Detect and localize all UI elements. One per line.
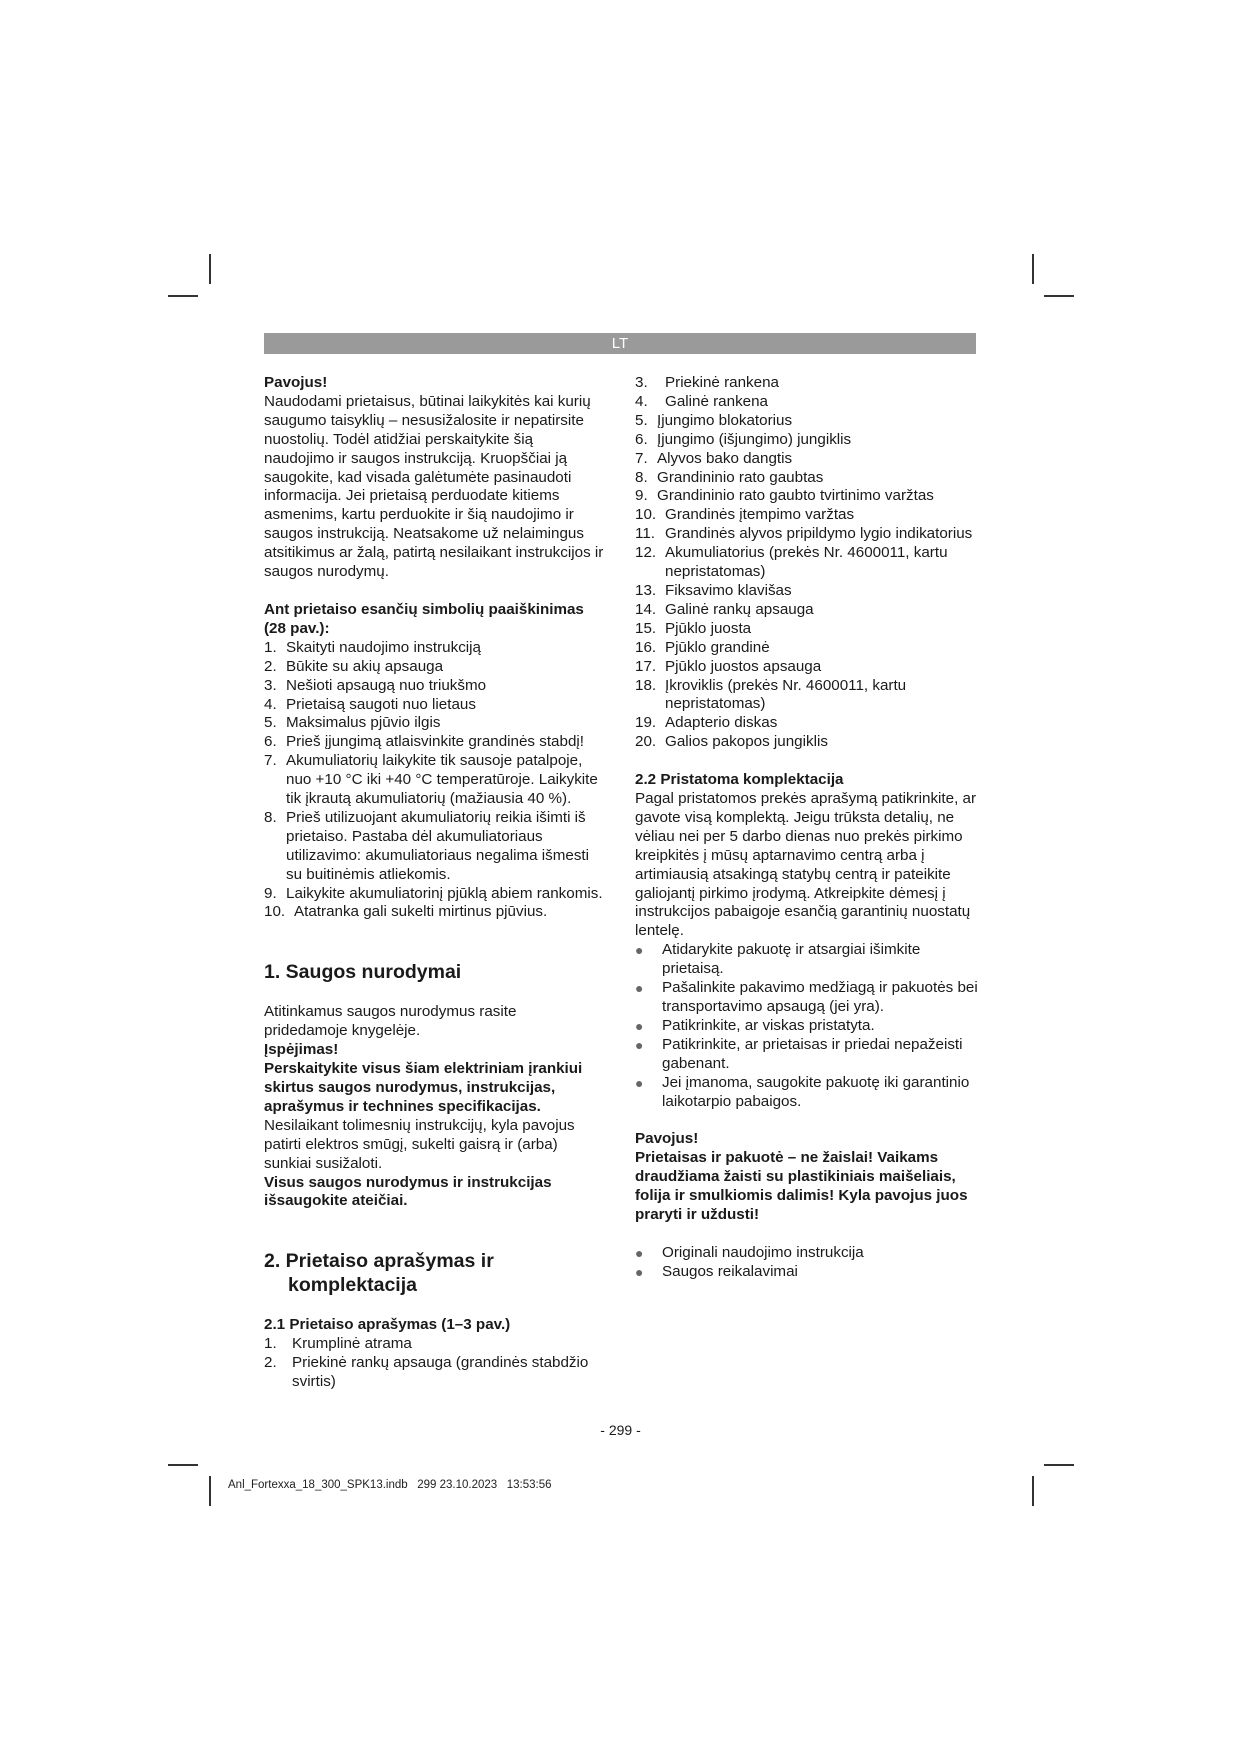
bullet-icon: ●	[635, 980, 644, 997]
list-item: 1. Skaityti naudojimo instrukciją	[264, 638, 481, 656]
list-item: 20. Galios pakopos jungiklis	[635, 733, 828, 751]
list-item: 11. Grandinės alyvos pripildymo lygio indikatorius	[635, 525, 973, 543]
crop-mark	[209, 1476, 211, 1506]
crop-mark	[1044, 1464, 1074, 1466]
danger-title: Pavojus!	[264, 374, 328, 391]
delivery-text: Pagal pristatomos prekės aprašymą patikrinkite, ar gavote visą komplektą. Jeigu trūksta detalių, ne vėliau nei per 5 darbo dienas nuo prekės pirkimo kreipkitės į mūsų aptarnavimo centrą arba į artimiausią atsakingą statybų centrą ir pateikite galiojantį pirkimo įrodymą. Atkreipkite dėmesį į instrukcijos pabaigoje esančią garantinių nuostatų lentelę.	[635, 790, 977, 940]
warning-text: Nesilaikant tolimesnių instrukcijų, kyla pavojus patirti elektros smūgį, sukelti gaisrą ir (arba) sunkiai susižaloti.	[264, 1116, 575, 1172]
list-item: 18. Įkroviklis (prekės Nr. 4600011, kartu nepristatomas)	[635, 676, 907, 713]
parts-list-continued	[635, 374, 980, 752]
list-item: 17. Pjūklo juostos apsauga	[635, 657, 822, 675]
bullet-icon: ●	[635, 1074, 644, 1091]
keep-instructions-text: Visus saugos nurodymus ir instrukcijas išsaugokite ateičiai.	[264, 1173, 552, 1210]
list-item: 9. Laikykite akumuliatorinį pjūklą abiem rankomis.	[264, 884, 603, 902]
crop-mark	[168, 295, 198, 297]
bullet-icon: ●	[635, 1036, 644, 1053]
subsection-2-2-title: 2.2 Pristatoma komplektacija	[635, 771, 844, 789]
list-item: 7. Alyvos bako dangtis	[635, 449, 793, 467]
left-column	[264, 374, 604, 1392]
danger-2-text: Prietaisas ir pakuotė – ne žaislai! Vaikams draudžiama žaisti su plastikiniais maišeliais, folija ir smulkiomis dalimis! Kyla pavojus juos praryti ir uždusti!	[635, 1149, 968, 1224]
list-item: 3. Nešioti apsaugą nuo triukšmo	[264, 676, 487, 694]
list-item: 2. Priekinė rankų apsauga (grandinės stabdžio svirtis)	[264, 1354, 589, 1391]
list-item: 15. Pjūklo juosta	[635, 619, 752, 637]
list-item: 14. Galinė rankų apsauga	[635, 600, 814, 618]
list-item: ● Atidarykite pakuotę ir atsargiai išimkite prietaisą.	[635, 941, 921, 978]
list-item: ● Pašalinkite pakavimo medžiagą ir pakuotės bei transportavimo apsaugą (jei yra).	[635, 979, 978, 1015]
list-item: 16. Pjūklo grandinė	[635, 638, 770, 656]
right-column	[635, 374, 980, 1282]
symbols-heading: Ant prietaiso esančių simbolių paaiškinimas (28 pav.):	[264, 600, 584, 637]
list-item: 5. Maksimalus pjūvio ilgis	[264, 714, 441, 732]
list-item: 6. Įjungimo (išjungimo) jungiklis	[635, 430, 852, 448]
list-item: ● Jei įmanoma, saugokite pakuotę iki garantinio laikotarpio pabaigos.	[635, 1073, 970, 1110]
list-item: 8. Prieš utilizuojant akumuliatorių reikia išimti iš prietaiso. Pastaba dėl akumuliatoriaus utilizavimo: akumuliatoriaus negalima išmesti su buitinėmis atliekomis.	[264, 808, 590, 883]
list-item: 4. Galinė rankena	[635, 392, 769, 410]
list-item: ● Patikrinkite, ar viskas pristatyta.	[635, 1016, 875, 1034]
crop-mark	[1032, 254, 1034, 284]
danger-text: Naudodami prietaisus, būtinai laikykitės kai kurių saugumo taisyklių – nesusižalosite ir nepatirsite nuostolių. Todėl atidžiai perskaitykite šią naudojimo ir saugos instrukciją. Kruopščiai ją saugokite, kad visada galėtumėte pasinaudoti informacija. Jei prietaisą perduodate kitiems asmenims, kartu perduokite ir šią naudojimo ir saugos instrukciją. Neatsakome už nelaimingus atsitikimus ar žalą, patirtą nesilaikant instrukcijos ir saugos nurodymų.	[264, 392, 604, 581]
list-item: 19. Adapterio diskas	[635, 714, 778, 732]
list-item: 10. Atatranka gali sukelti mirtinus pjūvius.	[264, 903, 548, 921]
list-item: 12. Akumuliatorius (prekės Nr. 4600011, kartu nepristatomas)	[635, 544, 948, 581]
bullet-icon: ●	[635, 1263, 644, 1280]
danger-2-title: Pavojus!	[635, 1130, 699, 1148]
list-item: 10. Grandinės įtempimo varžtas	[635, 506, 855, 524]
list-item: 6. Prieš įjungimą atlaisvinkite grandinės stabdį!	[264, 733, 584, 751]
list-item: 13. Fiksavimo klavišas	[635, 581, 792, 599]
documents-bullets	[635, 1244, 980, 1282]
bullet-icon: ●	[635, 1017, 644, 1034]
list-item: 3. Priekinė rankena	[635, 374, 779, 391]
bullet-icon: ●	[635, 942, 644, 959]
crop-mark	[1044, 295, 1074, 297]
bullet-icon: ●	[635, 1244, 644, 1261]
warning-bold-text: Perskaitykite visus šiam elektriniam įrankiui skirtus saugos nurodymus, instrukcijas, aprašymus ir technines specifikacijas.	[264, 1060, 583, 1115]
warning-title: Įspėjimas!	[264, 1041, 339, 1059]
crop-mark	[168, 1464, 198, 1466]
section-1-title: 1. Saugos nurodymai	[264, 961, 462, 984]
section-2-title: 2. Prietaiso aprašymas ir komplektacija	[264, 1250, 494, 1297]
language-header-bar: LT	[264, 333, 976, 354]
list-item: ● Originali naudojimo instrukcija	[635, 1243, 864, 1261]
print-footer: Anl_Fortexxa_18_300_SPK13.indb 299 23.10.2023 13:53:56	[228, 1479, 552, 1491]
crop-mark	[209, 254, 211, 284]
list-item: 1. Krumplinė atrama	[264, 1335, 412, 1353]
symbols-list	[264, 639, 604, 923]
list-item: ● Saugos reikalavimai	[635, 1262, 798, 1280]
subsection-2-1-title: 2.1 Prietaiso aprašymas (1–3 pav.)	[264, 1316, 511, 1334]
crop-mark	[1032, 1476, 1034, 1506]
section-1-text: Atitinkamus saugos nurodymus rasite pridedamoje knygelėje.	[264, 1003, 517, 1040]
list-item: ● Patikrinkite, ar prietaisas ir priedai nepažeisti gabenant.	[635, 1035, 963, 1072]
list-item: 9. Grandininio rato gaubto tvirtinimo varžtas	[635, 487, 934, 505]
list-item: 7. Akumuliatorių laikykite tik sausoje patalpoje, nuo +10 °C iki +40 °C temperatūroje. Laikykite tik įkrautą akumuliatorių (mažiausia 40 %).	[264, 752, 598, 808]
list-item: 4. Prietaisą saugoti nuo lietaus	[264, 695, 476, 713]
parts-list-start	[264, 1335, 604, 1392]
delivery-bullets	[635, 941, 980, 1111]
page-number: - 299 -	[600, 1422, 641, 1438]
list-item: 8. Grandininio rato gaubtas	[635, 468, 824, 486]
list-item: 5. Įjungimo blokatorius	[635, 411, 793, 429]
list-item: 2. Būkite su akių apsauga	[264, 657, 444, 675]
warning-paragraph	[264, 1060, 604, 1173]
